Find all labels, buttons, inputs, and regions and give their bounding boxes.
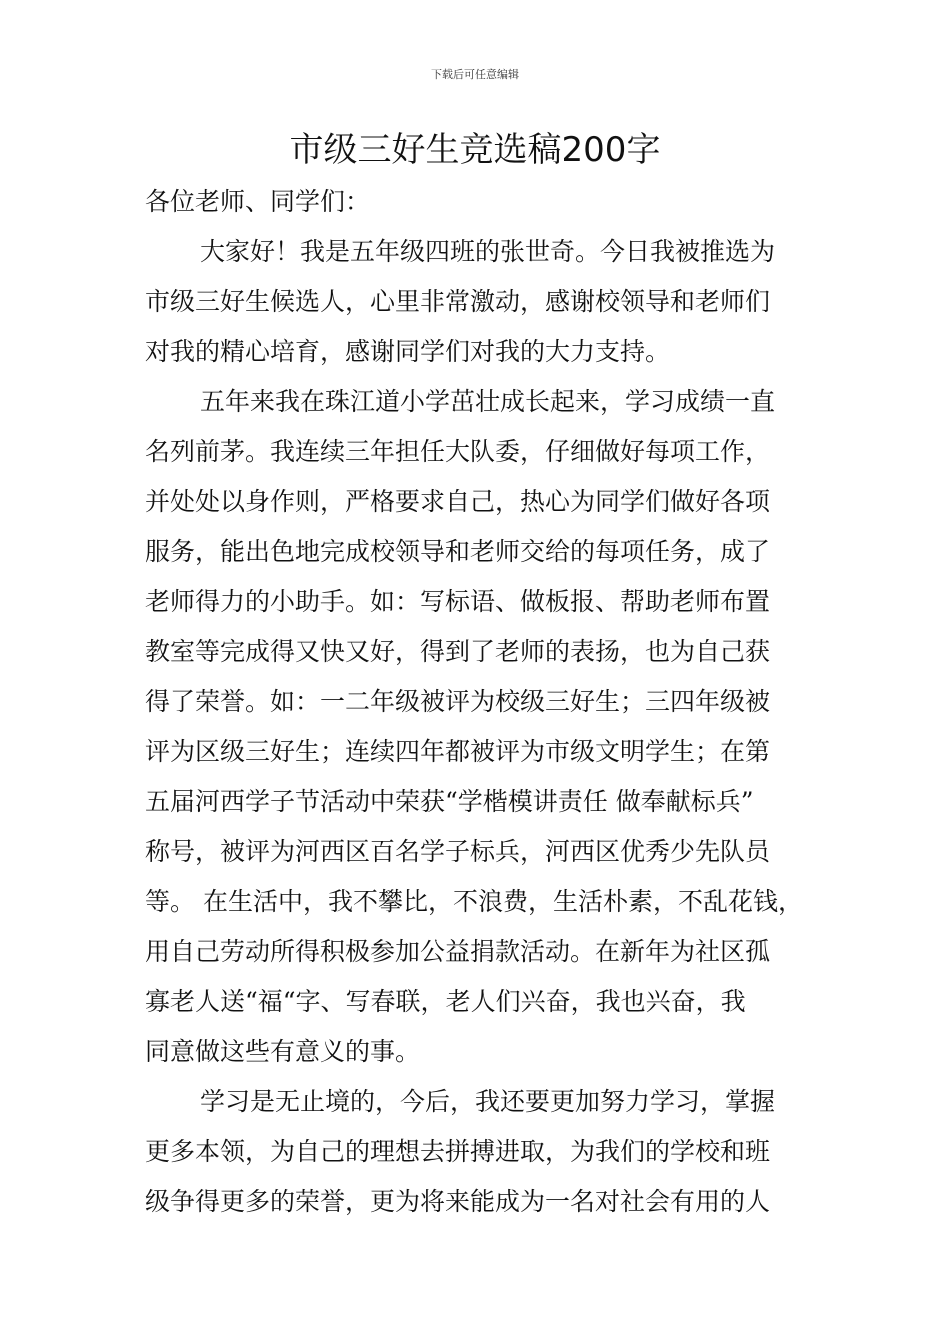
paragraph-line: 五年来我在珠江道小学茁壮成长起来，学习成绩一直 bbox=[200, 387, 776, 416]
paragraph-line: 市级三好生候选人，心里非常激动，感谢校领导和老师们 bbox=[145, 287, 771, 316]
paragraph-line: 五届河西学子节活动中荣获“学楷模讲责任 做奉献标兵” bbox=[145, 787, 754, 816]
paragraph-line: 级争得更多的荣誉，更为将来能成为一名对社会有用的人 bbox=[145, 1187, 771, 1216]
paragraph bbox=[145, 377, 807, 1077]
header-note: 下载后可任意编辑 bbox=[431, 68, 519, 81]
paragraph-line: 更多本领，为自己的理想去拼搏进取，为我们的学校和班 bbox=[145, 1137, 771, 1166]
paragraph-line: 等。 在生活中，我不攀比，不浪费，生活朴素，不乱花钱， bbox=[145, 887, 803, 916]
document-title: 市级三好生竞选稿200字 bbox=[289, 130, 661, 170]
paragraph-line: 得了荣誉。如：一二年级被评为校级三好生；三四年级被 bbox=[145, 687, 771, 716]
paragraph-line: 对我的精心培育，感谢同学们对我的大力支持。 bbox=[145, 337, 671, 366]
salutation: 各位老师、同学们： bbox=[145, 187, 371, 216]
paragraph-line: 名列前茅。我连续三年担任大队委，仔细做好每项工作， bbox=[145, 437, 771, 466]
paragraph-line: 用自己劳动所得积极参加公益捐款活动。在新年为社区孤 bbox=[145, 937, 771, 966]
paragraph-line: 学习是无止境的，今后，我还要更加努力学习，掌握 bbox=[200, 1087, 776, 1116]
paragraph-line: 并处处以身作则，严格要求自己，热心为同学们做好各项 bbox=[145, 487, 771, 516]
paragraph-line: 服务，能出色地完成校领导和老师交给的每项任务，成了 bbox=[145, 537, 771, 566]
paragraph-line: 同意做这些有意义的事。 bbox=[145, 1037, 421, 1066]
paragraph-line: 评为区级三好生；连续四年都被评为市级文明学生；在第 bbox=[145, 737, 771, 766]
paragraph-line: 寡老人送“福“字、写春联，老人们兴奋，我也兴奋，我 bbox=[145, 987, 746, 1016]
paragraph-line: 老师得力的小助手。如：写标语、做板报、帮助老师布置 bbox=[145, 587, 771, 616]
paragraph-line: 大家好！我是五年级四班的张世奇。今日我被推选为 bbox=[200, 237, 776, 266]
paragraph bbox=[145, 227, 807, 377]
paragraph-line: 教室等完成得又快又好，得到了老师的表扬，也为自己获 bbox=[145, 637, 771, 666]
paragraph bbox=[145, 1077, 807, 1227]
document-body bbox=[145, 177, 807, 1227]
paragraph-line: 称号，被评为河西区百名学子标兵，河西区优秀少先队员 bbox=[145, 837, 771, 866]
